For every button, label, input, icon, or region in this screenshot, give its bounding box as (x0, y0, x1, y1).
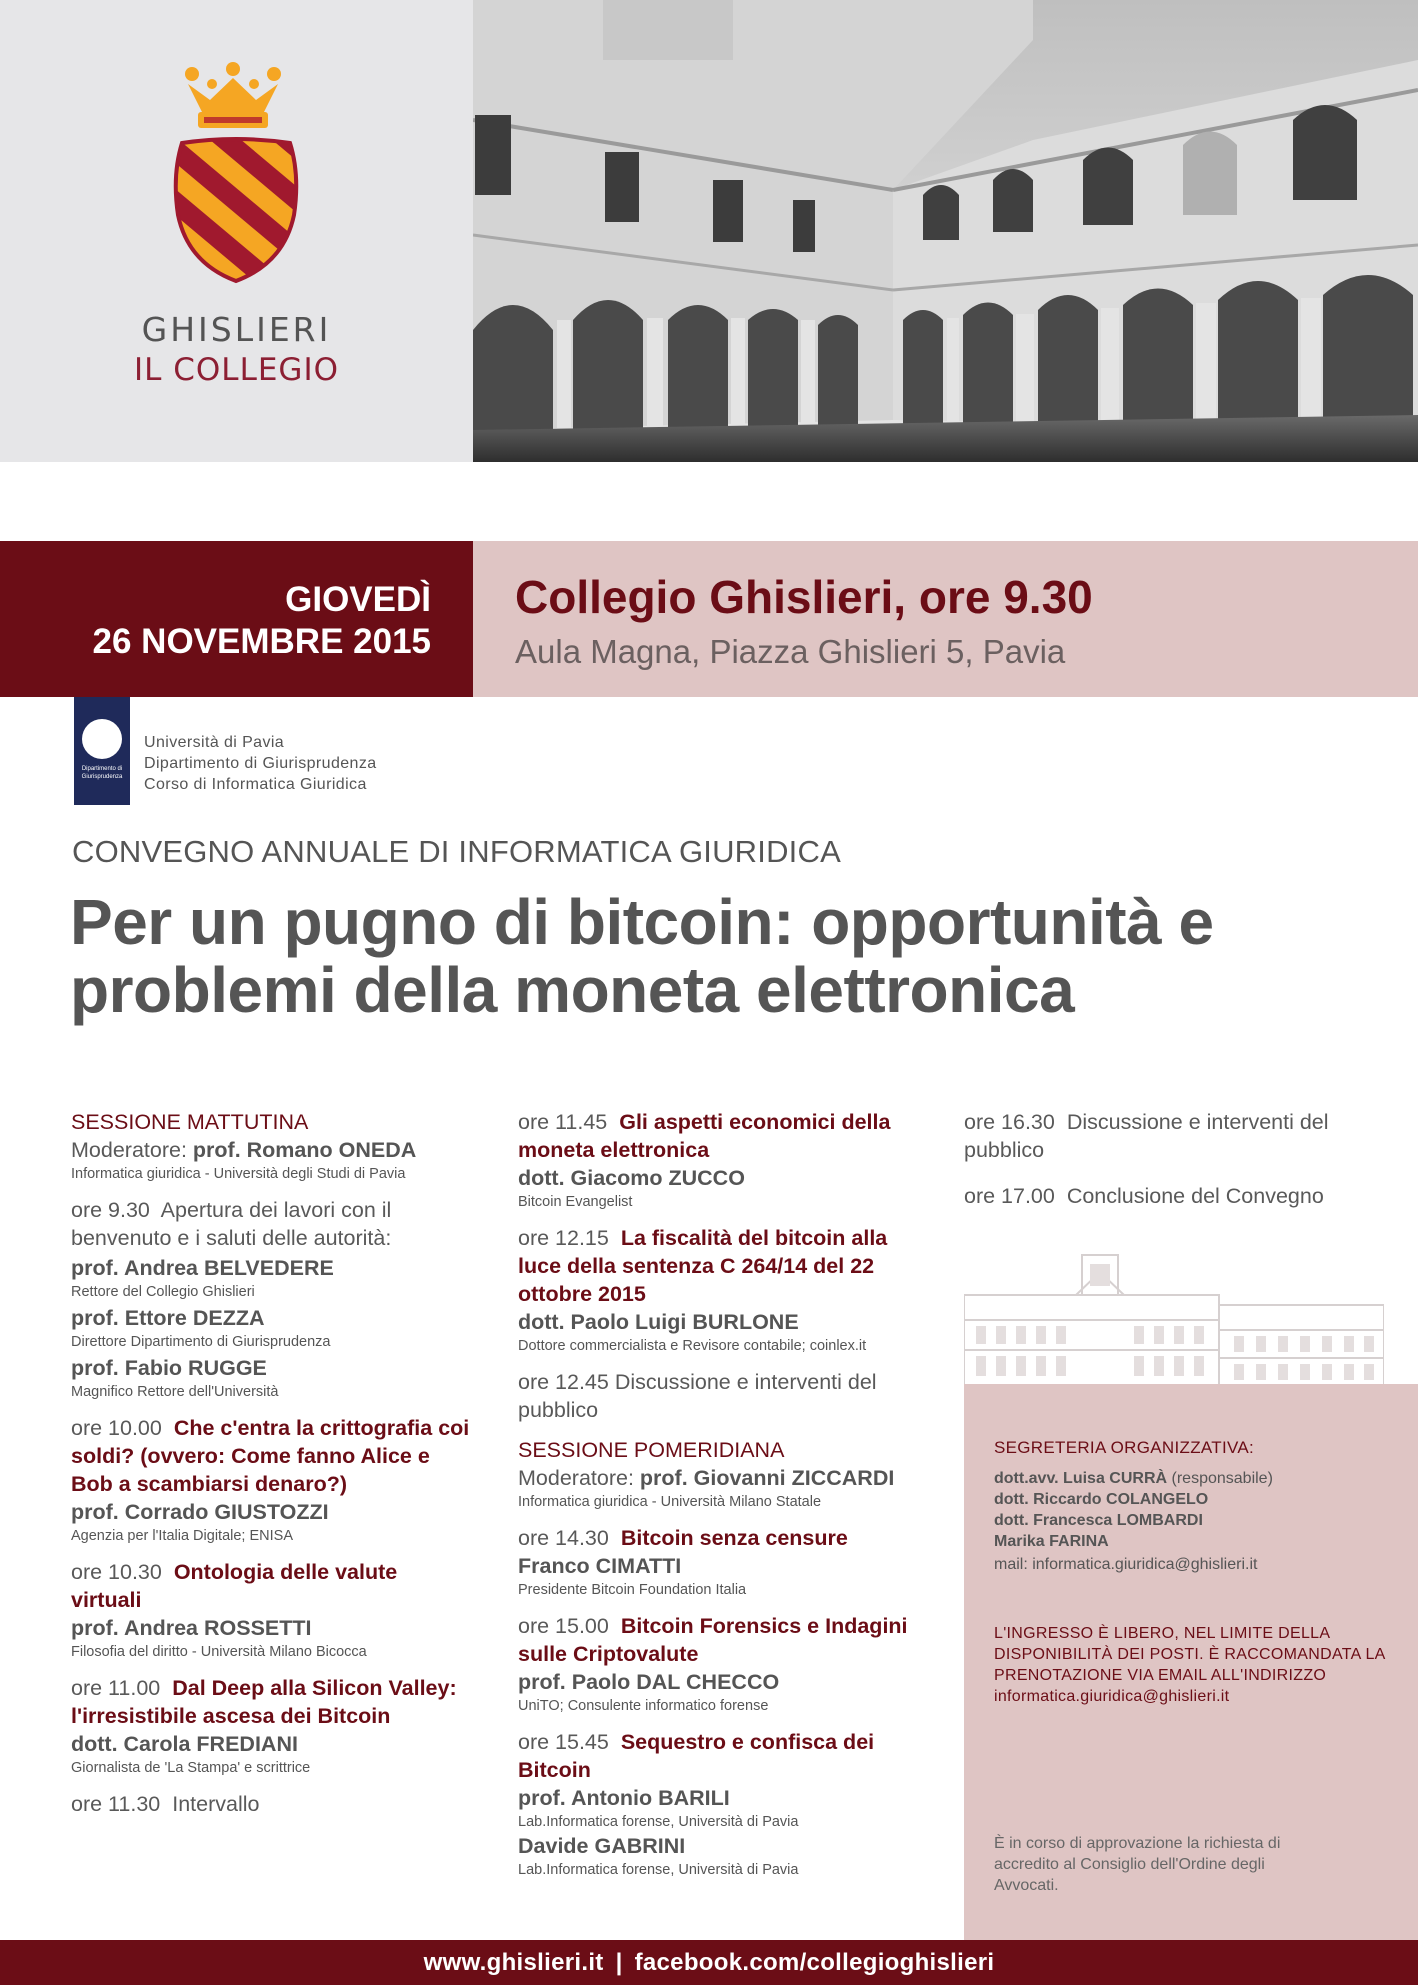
item-time: ore 9.30 (71, 1198, 150, 1222)
venue-address: Aula Magna, Piazza Ghislieri 5, Pavia (515, 633, 1066, 670)
item-time: ore 16.30 (964, 1110, 1055, 1134)
university-line: Corso di Informatica Giuridica (144, 776, 367, 793)
crown-icon (184, 62, 282, 130)
discussion-item (518, 1368, 918, 1424)
speaker-name: prof. Corrado GIUSTOZZI (71, 1500, 329, 1524)
program-column-closing (964, 1108, 1384, 1222)
talk-item (71, 1414, 471, 1546)
event-date (0, 541, 473, 697)
speaker-name: dott. Paolo Luigi BURLONE (518, 1310, 799, 1334)
talk-item (518, 1728, 918, 1880)
notice-text: L'INGRESSO È LIBERO, NEL LIMITE DELLA DISPONIBILITÀ DEI POSTI. È RACCOMANDATA LA PRENOTAZIONE VIA EMAIL ALL'INDIRIZZO (994, 1625, 1385, 1684)
secretariat-lead-note: (responsabile) (1171, 1470, 1273, 1487)
speaker-name: prof. Ettore DEZZA (71, 1306, 265, 1330)
secretariat-heading: SEGRETERIA ORGANIZZATIVA: (994, 1438, 1255, 1457)
talk-time: ore 10.30 (71, 1560, 162, 1584)
talk-time: ore 12.15 (518, 1226, 609, 1250)
speaker-role: Bitcoin Evangelist (518, 1194, 633, 1210)
speaker-role: UniTO; Consulente informatico forense (518, 1698, 769, 1714)
speaker-name: dott. Giacomo ZUCCO (518, 1166, 745, 1190)
footer-separator: | (615, 1949, 623, 1976)
speaker-name: Franco CIMATTI (518, 1554, 682, 1578)
university-line: Università di Pavia (144, 734, 285, 751)
speaker-role: Rettore del Collegio Ghislieri (71, 1284, 255, 1300)
moderator-name: prof. Romano ONEDA (192, 1138, 417, 1162)
speaker-name: prof. Andrea BELVEDERE (71, 1256, 334, 1280)
moderator-label: Moderatore: (518, 1466, 634, 1490)
program-column-morning (71, 1108, 471, 1830)
talk-title: Ontologia delle valute virtuali (71, 1560, 398, 1612)
moderator-role: Informatica giuridica - Università degli Studi di Pavia (71, 1166, 406, 1182)
website-link[interactable]: www.ghislieri.it (423, 1949, 604, 1976)
talk-time: ore 14.30 (518, 1526, 609, 1550)
talk-time: ore 15.00 (518, 1614, 609, 1638)
secretariat-member: dott. Riccardo COLANGELO (994, 1491, 1209, 1508)
university-seal-icon (82, 719, 122, 759)
item-text: Apertura dei lavori con il benvenuto e i saluti delle autorità: (71, 1198, 392, 1250)
secretariat-member: dott. Francesca LOMBARDI (994, 1512, 1203, 1529)
item-text: Discussione e interventi del pubblico (964, 1110, 1329, 1162)
speaker-role: Filosofia del diritto - Università Milano Bicocca (71, 1644, 367, 1660)
speaker-name: Davide GABRINI (518, 1834, 686, 1858)
university-line: Dipartimento di Giurisprudenza (144, 755, 377, 772)
talk-time: ore 10.00 (71, 1416, 162, 1440)
university-flag-text: Dipartimento di Giurisprudenza (81, 766, 123, 780)
speaker-name: prof. Andrea ROSSETTI (71, 1616, 312, 1640)
talk-item (71, 1558, 471, 1662)
talk-item (518, 1224, 918, 1356)
speaker-role: Dottore commercialista e Revisore contabile; coinlex.it (518, 1338, 867, 1354)
talk-time: ore 11.00 (71, 1676, 161, 1700)
event-venue (473, 541, 1418, 697)
event-full-date: 26 NOVEMBRE 2015 (92, 622, 431, 661)
speaker-role: Agenzia per l'Italia Digitale; ENISA (71, 1528, 293, 1544)
talk-title: Sequestro e confisca dei Bitcoin (518, 1730, 875, 1782)
talk-item (518, 1524, 918, 1600)
moderator-role: Informatica giuridica - Università Milano Statale (518, 1494, 822, 1510)
facebook-link[interactable]: facebook.com/collegioghislieri (634, 1949, 995, 1976)
break-item (71, 1790, 471, 1818)
talk-title: Bitcoin senza censure (620, 1526, 848, 1550)
talk-item (518, 1612, 918, 1716)
opening-item (71, 1196, 471, 1402)
item-time: ore 12.45 (518, 1370, 609, 1394)
speaker-name: prof. Fabio RUGGE (71, 1356, 267, 1380)
speaker-name: prof. Antonio BARILI (518, 1786, 730, 1810)
item-time: ore 11.30 (71, 1792, 161, 1816)
talk-time: ore 15.45 (518, 1730, 609, 1754)
speaker-role: Magnifico Rettore dell'Università (71, 1384, 279, 1400)
brand-subtitle: IL COLLEGIO (133, 352, 339, 388)
college-building-illustration (964, 1250, 1384, 1385)
closing-item (964, 1182, 1384, 1210)
speaker-name: prof. Paolo DAL CHECCO (518, 1670, 780, 1694)
conference-title: Per un pugno di bitcoin: opportunità e problemi della moneta elettronica (70, 886, 1214, 1026)
speaker-role: Presidente Bitcoin Foundation Italia (518, 1582, 747, 1598)
secretariat-mail[interactable]: mail: informatica.giuridica@ghislieri.it (994, 1556, 1258, 1573)
discussion-item (964, 1108, 1384, 1164)
footer (0, 1940, 1418, 1985)
notice-email-link[interactable]: informatica.giuridica@ghislieri.it (994, 1688, 1230, 1705)
secretariat-panel (964, 1384, 1418, 1940)
program-column-midday (518, 1108, 918, 1892)
speaker-role: Giornalista de 'La Stampa' e scrittrice (71, 1760, 311, 1776)
logo-panel (0, 0, 473, 462)
shield-icon (172, 135, 300, 285)
accreditation-note: È in corso di approvazione la richiesta di accredito al Consiglio dell'Ordine degli Avvocati. (994, 1835, 1281, 1894)
moderator-label: Moderatore: (71, 1138, 187, 1162)
registration-notice (994, 1623, 1390, 1707)
speaker-role: Lab.Informatica forense, Università di Pavia (518, 1862, 799, 1878)
talk-title: Dal Deep alla Silicon Valley: l'irresistibile ascesa dei Bitcoin (71, 1676, 457, 1728)
secretariat-member: Marika FARINA (994, 1533, 1109, 1550)
brand-name: GHISLIERI (141, 310, 332, 349)
secretariat-lead: dott.avv. Luisa CURRÀ (994, 1470, 1168, 1487)
talk-title: Bitcoin Forensics e Indagini sulle Criptovalute (518, 1614, 908, 1666)
speaker-role: Lab.Informatica forense, Università di Pavia (518, 1814, 799, 1830)
talk-item (71, 1674, 471, 1778)
courtyard-photo (473, 0, 1418, 462)
university-logo (74, 697, 130, 805)
venue-title: Collegio Ghislieri, ore 9.30 (515, 571, 1093, 623)
event-day: GIOVEDÌ (285, 580, 431, 619)
item-time: ore 17.00 (964, 1184, 1055, 1208)
item-text: Conclusione del Convegno (1066, 1184, 1324, 1208)
item-text: Intervallo (172, 1792, 260, 1816)
item-text: Discussione e interventi del pubblico (518, 1370, 877, 1422)
talk-item (518, 1108, 918, 1212)
speaker-role: Direttore Dipartimento di Giurisprudenza (71, 1334, 331, 1350)
talk-title: La fiscalità del bitcoin alla luce della sentenza C 264/14 del 22 ottobre 2015 (518, 1226, 888, 1306)
university-info (144, 732, 377, 795)
talk-title: Che c'entra la crittografia coi soldi? (ovvero: Come fanno Alice e Bob a scambiarsi denaro?) (71, 1416, 470, 1496)
talk-time: ore 11.45 (518, 1110, 608, 1134)
session-heading: SESSIONE POMERIDIANA (518, 1438, 785, 1462)
session-heading: SESSIONE MATTUTINA (71, 1110, 309, 1134)
moderator-name: prof. Giovanni ZICCARDI (639, 1466, 895, 1490)
conference-kicker: CONVEGNO ANNUALE DI INFORMATICA GIURIDICA (72, 834, 841, 869)
speaker-name: dott. Carola FREDIANI (71, 1732, 298, 1756)
talk-title: Gli aspetti economici della moneta elettronica (518, 1110, 891, 1162)
